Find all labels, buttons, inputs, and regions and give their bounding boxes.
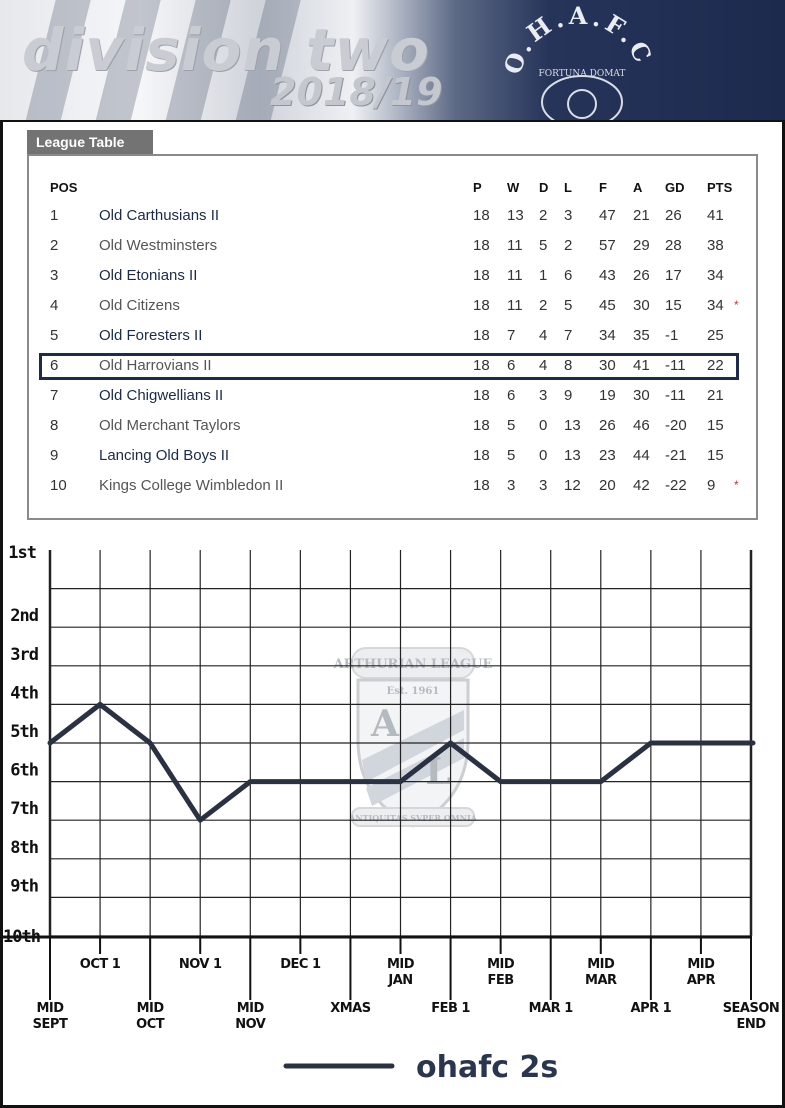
league-watermark-logo — [333, 648, 493, 826]
cell-l: 8 — [564, 357, 573, 374]
cell-gd: 15 — [665, 297, 682, 314]
x-tick-label: FEB 1 — [431, 1001, 470, 1016]
y-tick-label: 8th — [10, 837, 38, 858]
table-row — [29, 231, 756, 261]
cell-p: 18 — [473, 327, 490, 344]
cell-team[interactable]: Old Etonians II — [99, 267, 198, 284]
cell-p: 18 — [473, 237, 490, 254]
cell-w: 11 — [507, 297, 523, 314]
x-tick-label: APR 1 — [630, 1001, 672, 1016]
cell-a: 42 — [633, 477, 650, 494]
y-tick-label: 1st — [8, 543, 36, 563]
position-chart-svg — [0, 520, 785, 1108]
watermark-text: Est. 1961 — [386, 686, 440, 697]
watermark-text: ARTHURIAN LEAGUE — [333, 657, 493, 672]
y-tick-label: 9th — [10, 876, 38, 897]
header-points: PTS — [707, 180, 733, 195]
cell-pts: 22 — [707, 357, 724, 374]
x-tick-label: NOV — [235, 1017, 266, 1032]
cell-p: 18 — [473, 447, 490, 464]
cell-d: 5 — [539, 237, 548, 254]
x-tick-label: JAN — [388, 973, 413, 988]
x-tick-label: MID — [36, 1001, 64, 1016]
cell-team[interactable]: Old Foresters II — [99, 327, 203, 344]
table-header-row — [29, 173, 756, 203]
cell-l: 12 — [564, 477, 581, 494]
x-tick-label: SEPT — [32, 1017, 68, 1032]
cell-l: 13 — [564, 447, 581, 464]
cell-gd: -21 — [665, 447, 687, 464]
cell-w: 5 — [507, 417, 516, 434]
cell-pts: 15 — [707, 447, 724, 464]
cell-team[interactable]: Old Citizens — [99, 297, 180, 314]
x-tick-label: END — [736, 1017, 766, 1032]
cell-team[interactable]: Old Merchant Taylors — [99, 417, 241, 434]
cell-pts: 25 — [707, 327, 724, 344]
cell-w: 13 — [507, 207, 524, 224]
cell-l: 3 — [564, 207, 573, 224]
watermark-text: ANTIQUITAS SVPER OMNIA — [349, 813, 477, 823]
cell-team[interactable]: Kings College Wimbledon II — [99, 477, 284, 494]
cell-p: 18 — [473, 387, 490, 404]
cell-f: 45 — [599, 297, 616, 314]
cell-team[interactable]: Old Carthusians II — [99, 207, 220, 224]
svg-text:FORTUNA DOMAT: FORTUNA DOMAT — [538, 69, 626, 79]
cell-gd: -11 — [665, 357, 686, 374]
cell-f: 23 — [599, 447, 616, 464]
y-tick-label: 4th — [10, 683, 38, 704]
cell-f: 57 — [599, 237, 616, 254]
cell-d: 3 — [539, 387, 548, 404]
x-tick-label: NOV 1 — [178, 957, 222, 972]
cell-a: 30 — [633, 297, 650, 314]
cell-team[interactable]: Old Harrovians II — [99, 357, 212, 374]
cell-f: 26 — [599, 417, 616, 434]
cell-f: 19 — [599, 387, 616, 404]
x-tick-label: MAR 1 — [528, 1001, 573, 1016]
table-row — [29, 411, 756, 441]
cell-w: 6 — [507, 357, 516, 374]
y-tick-label: 7th — [10, 799, 38, 820]
cell-pos: 8 — [50, 417, 59, 434]
y-tick-label: 6th — [10, 760, 38, 781]
cell-d: 2 — [539, 297, 548, 314]
cell-pos: 10 — [50, 477, 67, 494]
league-table — [27, 154, 758, 520]
svg-text:O.H.A.F.C: O.H.A.F.C — [497, 4, 660, 78]
cell-f: 43 — [599, 267, 616, 284]
x-tick-label: MID — [236, 1001, 264, 1016]
cell-p: 18 — [473, 357, 490, 374]
cell-pts: 9 — [707, 477, 716, 494]
header-played: P — [473, 180, 482, 195]
table-row — [29, 261, 756, 291]
cell-p: 18 — [473, 207, 490, 224]
cell-pts: 21 — [707, 387, 724, 404]
cell-pos: 6 — [50, 357, 59, 374]
header-against: A — [633, 180, 643, 195]
cell-d: 4 — [539, 327, 548, 344]
header-goal-difference: GD — [665, 180, 685, 195]
cell-gd: 17 — [665, 267, 682, 284]
x-tick-label: MID — [687, 957, 715, 972]
cell-gd: 26 — [665, 207, 682, 224]
watermark-text: A — [371, 703, 399, 745]
legend-label: ohafc 2s — [416, 1050, 559, 1085]
cell-p: 18 — [473, 477, 490, 494]
cell-d: 1 — [539, 267, 548, 284]
cell-l: 13 — [564, 417, 581, 434]
cell-l: 5 — [564, 297, 573, 314]
cell-f: 20 — [599, 477, 616, 494]
x-tick-label: XMAS — [330, 1001, 371, 1016]
y-tick-label: 2nd — [10, 606, 38, 627]
cell-gd: -11 — [665, 387, 686, 404]
y-tick-label: 5th — [10, 722, 38, 742]
y-tick-label: 10th — [3, 927, 40, 947]
header-lost: L — [564, 180, 572, 195]
table-row — [29, 471, 756, 501]
cell-l: 9 — [564, 387, 573, 404]
cell-l: 7 — [564, 327, 573, 344]
x-tick-label: DEC 1 — [280, 957, 321, 972]
cell-w: 5 — [507, 447, 516, 464]
y-tick-label: 3rd — [10, 644, 38, 665]
club-crest-logo — [490, 4, 670, 122]
cell-pts: 34 — [707, 267, 724, 284]
cell-d: 2 — [539, 207, 548, 224]
x-tick-label: OCT — [136, 1017, 165, 1032]
cell-gd: -1 — [665, 327, 679, 344]
header-drawn: D — [539, 180, 549, 195]
cell-pos: 2 — [50, 237, 59, 254]
x-tick-label: APR — [686, 973, 715, 988]
cell-w: 3 — [507, 477, 516, 494]
cell-team[interactable]: Old Chigwellians II — [99, 387, 224, 404]
x-tick-label: SEASON — [722, 1001, 780, 1016]
cell-team[interactable]: Lancing Old Boys II — [99, 447, 230, 464]
cell-a: 46 — [633, 417, 650, 434]
cell-pts: 34 — [707, 297, 724, 314]
x-tick-label: FEB — [487, 973, 514, 988]
cell-p: 18 — [473, 417, 490, 434]
table-row — [29, 321, 756, 351]
cell-pos: 5 — [50, 327, 59, 344]
cell-d: 4 — [539, 357, 548, 374]
cell-l: 6 — [564, 267, 573, 284]
league-table-tab: League Table — [27, 130, 153, 154]
x-tick-label: MID — [136, 1001, 164, 1016]
position-chart — [0, 520, 785, 1108]
cell-w: 6 — [507, 387, 516, 404]
cell-p: 18 — [473, 267, 490, 284]
deduction-star: * — [734, 478, 739, 492]
x-tick-label: MID — [386, 957, 415, 972]
x-tick-label: OCT 1 — [79, 957, 121, 972]
cell-team[interactable]: Old Westminsters — [99, 237, 218, 254]
cell-gd: 28 — [665, 237, 682, 254]
cell-f: 30 — [599, 357, 616, 374]
cell-a: 29 — [633, 237, 650, 254]
highlighted-row-outline — [39, 353, 739, 380]
cell-a: 26 — [633, 267, 650, 284]
cell-pts: 38 — [707, 237, 724, 254]
x-tick-label: MID — [487, 957, 515, 972]
cell-pts: 15 — [707, 417, 724, 434]
watermark-text: L — [425, 751, 451, 793]
cell-a: 35 — [633, 327, 650, 344]
header-pos: POS — [50, 180, 78, 195]
table-row — [29, 201, 756, 231]
cell-pos: 7 — [50, 387, 59, 404]
header-banner — [0, 0, 785, 122]
cell-a: 30 — [633, 387, 650, 404]
deduction-star: * — [734, 298, 739, 312]
cell-pos: 3 — [50, 267, 59, 284]
cell-d: 3 — [539, 477, 548, 494]
cell-f: 47 — [599, 207, 616, 224]
table-row — [29, 441, 756, 471]
cell-pos: 4 — [50, 297, 59, 314]
banner-title: division two — [22, 16, 430, 84]
cell-l: 2 — [564, 237, 573, 254]
cell-a: 44 — [633, 447, 650, 464]
cell-a: 41 — [633, 357, 650, 374]
cell-gd: -22 — [665, 477, 687, 494]
cell-d: 0 — [539, 417, 548, 434]
cell-gd: -20 — [665, 417, 687, 434]
cell-a: 21 — [633, 207, 650, 224]
cell-pos: 1 — [50, 207, 59, 224]
cell-w: 11 — [507, 267, 523, 284]
cell-pos: 9 — [50, 447, 59, 464]
cell-pts: 41 — [707, 207, 724, 224]
cell-w: 11 — [507, 237, 523, 254]
header-won: W — [507, 180, 520, 195]
header-for: F — [599, 180, 607, 195]
banner-season: 2018/19 — [270, 70, 443, 114]
cell-f: 34 — [599, 327, 616, 344]
cell-d: 0 — [539, 447, 548, 464]
table-row — [29, 291, 756, 321]
x-tick-label: MAR — [585, 973, 617, 988]
table-row — [29, 381, 756, 411]
x-tick-label: MID — [587, 957, 615, 972]
cell-p: 18 — [473, 297, 490, 314]
cell-w: 7 — [507, 327, 516, 344]
